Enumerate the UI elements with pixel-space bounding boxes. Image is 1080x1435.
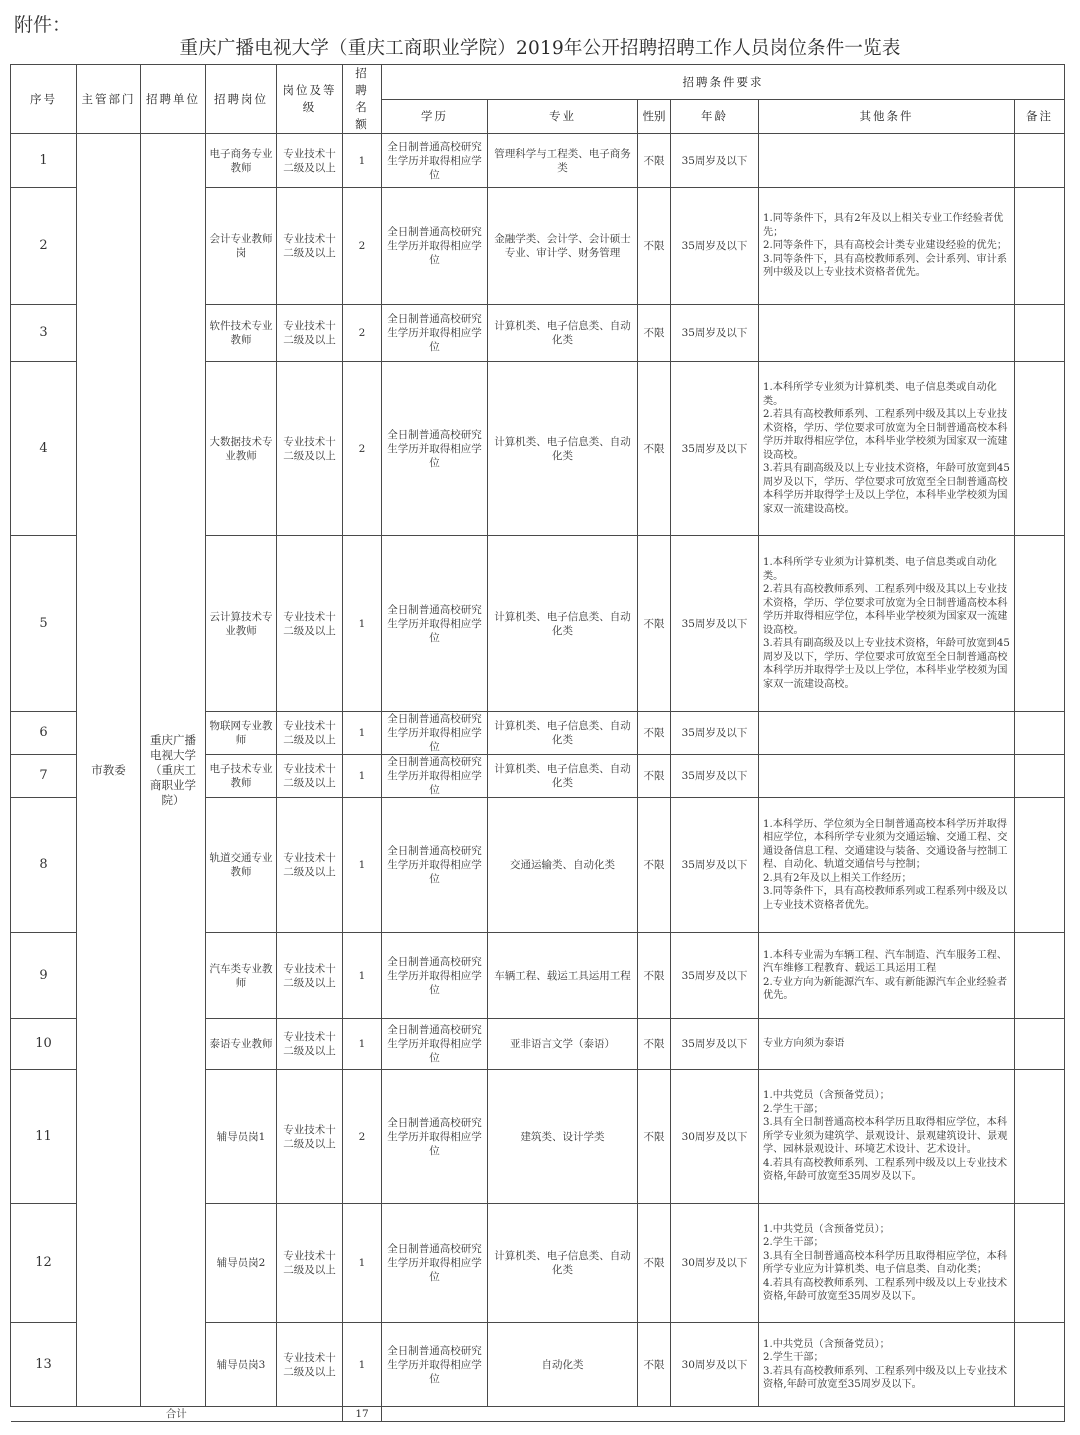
major-cell: 计算机类、电子信息类、自动化类 [488, 536, 638, 712]
other-conditions-cell [759, 305, 1015, 362]
seq-cell: 6 [11, 712, 77, 755]
seq-cell: 10 [11, 1019, 77, 1070]
condition-item: 2.学生干部； [763, 1103, 824, 1115]
education-cell: 全日制普通高校研究生学历并取得相应学位 [382, 1070, 488, 1204]
header-age: 年龄 [671, 100, 759, 134]
condition-item: 3.同等条件下，具有高校教师系列、会计系列、审计系列中级及以上专业技术资格者优先。 [763, 253, 1008, 279]
seq-cell: 3 [11, 305, 77, 362]
age-cell: 35周岁及以下 [671, 134, 759, 188]
grade-cell: 专业技术十二级及以上 [277, 134, 343, 188]
quota-cell: 1 [343, 1323, 382, 1407]
header-quota: 招聘名额 [343, 65, 382, 134]
condition-item: 专业方向须为泰语 [763, 1038, 845, 1050]
education-cell: 全日制普通高校研究生学历并取得相应学位 [382, 536, 488, 712]
remark-cell [1015, 1204, 1065, 1323]
age-cell: 35周岁及以下 [671, 362, 759, 536]
position-cell: 软件技术专业教师 [206, 305, 277, 362]
gender-cell: 不限 [638, 1070, 671, 1204]
seq-cell: 7 [11, 755, 77, 798]
major-cell: 计算机类、电子信息类、自动化类 [488, 362, 638, 536]
position-cell: 辅导员岗3 [206, 1323, 277, 1407]
education-cell: 全日制普通高校研究生学历并取得相应学位 [382, 134, 488, 188]
remark-cell [1015, 755, 1065, 798]
grade-cell: 专业技术十二级及以上 [277, 362, 343, 536]
major-cell: 管理科学与工程类、电子商务类 [488, 134, 638, 188]
condition-item: 1.同等条件下，具有2年及以上相关专业工作经验者优先； [763, 213, 1004, 238]
position-cell: 泰语专业教师 [206, 1019, 277, 1070]
condition-item: 3.若具有副高级及以上专业技术资格，年龄可放宽到45周岁及以下，学历、学位要求可放宽至全日制普通高校本科学历并取得学士及以上学位，本科毕业学校须为国家双一流建设高校。 [763, 463, 1010, 515]
gender-cell: 不限 [638, 1204, 671, 1323]
header-unit: 招聘单位 [141, 65, 206, 134]
condition-item: 1.本科专业需为车辆工程、汽车制造、汽车服务工程、汽车维修工程教育、载运工具运用工程 [763, 949, 1008, 974]
position-cell: 云计算技术专业教师 [206, 536, 277, 712]
major-cell: 交通运输类、自动化类 [488, 798, 638, 933]
grade-cell: 专业技术十二级及以上 [277, 1019, 343, 1070]
condition-item: 2.学生干部； [763, 1352, 824, 1363]
major-cell: 计算机类、电子信息类、自动化类 [488, 1204, 638, 1323]
major-cell: 计算机类、电子信息类、自动化类 [488, 712, 638, 755]
condition-item: 1.本科所学专业须为计算机类、电子信息类或自动化类。 [763, 557, 997, 582]
major-cell: 计算机类、电子信息类、自动化类 [488, 755, 638, 798]
seq-cell: 8 [11, 798, 77, 933]
remark-cell [1015, 1019, 1065, 1070]
total-row [11, 1407, 1065, 1422]
condition-item: 1.本科学历、学位须为全日制普通高校本科学历并取得相应学位，本科所学专业须为交通运输、交通工程、交通设备信息工程、交通建设与装备、交通设备与控制工程、自动化、轨道交通信号与控制； [763, 818, 1008, 871]
remark-cell [1015, 798, 1065, 933]
education-cell: 全日制普通高校研究生学历并取得相应学位 [382, 933, 488, 1019]
quota-cell: 1 [343, 933, 382, 1019]
header-major: 专业 [488, 100, 638, 134]
age-cell: 35周岁及以下 [671, 755, 759, 798]
quota-cell: 2 [343, 188, 382, 305]
total-quota: 17 [343, 1407, 382, 1422]
education-cell: 全日制普通高校研究生学历并取得相应学位 [382, 1204, 488, 1323]
header-seq: 序号 [11, 65, 77, 134]
age-cell: 35周岁及以下 [671, 933, 759, 1019]
gender-cell: 不限 [638, 305, 671, 362]
seq-cell: 5 [11, 536, 77, 712]
seq-cell: 4 [11, 362, 77, 536]
grade-cell: 专业技术十二级及以上 [277, 1323, 343, 1407]
position-cell: 汽车类专业教师 [206, 933, 277, 1019]
quota-cell: 1 [343, 536, 382, 712]
remark-cell [1015, 188, 1065, 305]
condition-item: 3.具有全日制普通高校本科学历且取得相应学位，本科所学专业须为建筑学、景观设计、景观建筑设计、景观学、园林景观设计、环境艺术设计、艺术设计。 [763, 1117, 1008, 1156]
dept-cell: 市教委 [77, 134, 141, 1407]
other-conditions-cell [759, 188, 1015, 305]
quota-cell: 1 [343, 1019, 382, 1070]
age-cell: 35周岁及以下 [671, 536, 759, 712]
grade-cell: 专业技术十二级及以上 [277, 536, 343, 712]
other-conditions-cell [759, 362, 1015, 536]
gender-cell: 不限 [638, 798, 671, 933]
remark-cell [1015, 134, 1065, 188]
quota-cell: 1 [343, 712, 382, 755]
condition-item: 3.具有全日制普通高校本科学历且取得相应学位，本科所学专业应为计算机类、电子信息类、自动化类； [763, 1250, 1008, 1275]
age-cell: 35周岁及以下 [671, 305, 759, 362]
condition-item: 2.同等条件下，具有高校会计类专业建设经验的优先； [763, 240, 1008, 252]
age-cell: 35周岁及以下 [671, 1019, 759, 1070]
education-cell: 全日制普通高校研究生学历并取得相应学位 [382, 798, 488, 933]
position-cell: 会计专业教师岗 [206, 188, 277, 305]
education-cell: 全日制普通高校研究生学历并取得相应学位 [382, 1323, 488, 1407]
seq-cell: 13 [11, 1323, 77, 1407]
gender-cell: 不限 [638, 933, 671, 1019]
gender-cell: 不限 [638, 712, 671, 755]
condition-item: 2.专业方向为新能源汽车、或有新能源汽车企业经验者优先。 [763, 976, 1008, 1001]
header-education: 学历 [382, 100, 488, 134]
position-cell: 物联网专业教师 [206, 712, 277, 755]
remark-cell [1015, 1070, 1065, 1204]
grade-cell: 专业技术十二级及以上 [277, 1070, 343, 1204]
education-cell: 全日制普通高校研究生学历并取得相应学位 [382, 712, 488, 755]
condition-item: 1.本科所学专业须为计算机类、电子信息类或自动化类。 [763, 382, 997, 407]
education-cell: 全日制普通高校研究生学历并取得相应学位 [382, 305, 488, 362]
major-cell: 计算机类、电子信息类、自动化类 [488, 305, 638, 362]
condition-item: 1.中共党员（含预备党员）； [763, 1223, 890, 1235]
major-cell: 自动化类 [488, 1323, 638, 1407]
other-conditions-cell [759, 1204, 1015, 1323]
condition-item: 3.同等条件下，具有高校教师系列或工程系列中级及以上专业技术资格者优先。 [763, 886, 1008, 911]
condition-item: 2.若具有高校教师系列、工程系列中级及其以上专业技术资格，学历、学位要求可放宽为全日制普通高校本科学历并取得相应学位，本科毕业学校须为国家双一流建设高校。 [763, 584, 1008, 636]
remark-cell [1015, 712, 1065, 755]
education-cell: 全日制普通高校研究生学历并取得相应学位 [382, 755, 488, 798]
other-conditions-cell [759, 933, 1015, 1019]
condition-item: 4.若具有高校教师系列、工程系列中级及以上专业技术资格,年龄可放宽至35周岁及以下。 [763, 1157, 1008, 1183]
condition-item: 1.中共党员（含预备党员）； [763, 1338, 890, 1350]
gender-cell: 不限 [638, 1019, 671, 1070]
major-cell: 亚非语言文学（泰语） [488, 1019, 638, 1070]
remark-cell [1015, 1323, 1065, 1407]
position-cell: 辅导员岗2 [206, 1204, 277, 1323]
header-position: 招聘岗位 [206, 65, 277, 134]
condition-item: 2.若具有高校教师系列、工程系列中级及其以上专业技术资格，学历、学位要求可放宽为全日制普通高校本科学历并取得相应学位，本科毕业学校须为国家双一流建设高校。 [763, 409, 1008, 461]
grade-cell: 专业技术十二级及以上 [277, 712, 343, 755]
header-row-1 [11, 65, 1065, 100]
condition-item: 4.若具有高校教师系列、工程系列中级及以上专业技术资格,年龄可放宽至35周岁及以下。 [763, 1277, 1008, 1302]
major-cell: 车辆工程、载运工具运用工程 [488, 933, 638, 1019]
quota-cell: 2 [343, 1070, 382, 1204]
grade-cell: 专业技术十二级及以上 [277, 1204, 343, 1323]
seq-cell: 2 [11, 188, 77, 305]
grade-cell: 专业技术十二级及以上 [277, 933, 343, 1019]
remark-cell [1015, 933, 1065, 1019]
age-cell: 35周岁及以下 [671, 798, 759, 933]
condition-item: 2.学生干部； [763, 1237, 824, 1248]
condition-item: 2.具有2年及以上相关工作经历； [763, 872, 912, 884]
remark-cell [1015, 536, 1065, 712]
age-cell: 30周岁及以下 [671, 1323, 759, 1407]
seq-cell: 1 [11, 134, 77, 188]
quota-cell: 1 [343, 798, 382, 933]
header-dept: 主管部门 [77, 65, 141, 134]
major-cell: 金融学类、会计学、会计硕士专业、审计学、财务管理 [488, 188, 638, 305]
gender-cell: 不限 [638, 188, 671, 305]
age-cell: 35周岁及以下 [671, 188, 759, 305]
grade-cell: 专业技术十二级及以上 [277, 305, 343, 362]
education-cell: 全日制普通高校研究生学历并取得相应学位 [382, 1019, 488, 1070]
other-conditions-cell [759, 712, 1015, 755]
education-cell: 全日制普通高校研究生学历并取得相应学位 [382, 188, 488, 305]
quota-cell: 1 [343, 134, 382, 188]
remark-cell [1015, 305, 1065, 362]
recruitment-table [10, 64, 1065, 1422]
seq-cell: 9 [11, 933, 77, 1019]
other-conditions-cell [759, 536, 1015, 712]
header-other: 其他条件 [759, 100, 1015, 134]
header-requirements-group: 招聘条件要求 [382, 65, 1065, 100]
position-cell: 辅导员岗1 [206, 1070, 277, 1204]
quota-cell: 1 [343, 755, 382, 798]
other-conditions-cell [759, 755, 1015, 798]
other-conditions-cell [759, 134, 1015, 188]
quota-cell: 2 [343, 305, 382, 362]
grade-cell: 专业技术十二级及以上 [277, 188, 343, 305]
table-row [11, 134, 1065, 188]
major-cell: 建筑类、设计学类 [488, 1070, 638, 1204]
position-cell: 电子技术专业教师 [206, 755, 277, 798]
header-grade: 岗位及等级 [277, 65, 343, 134]
unit-cell: 重庆广播电视大学（重庆工商职业学院） [141, 134, 206, 1407]
condition-item: 1.中共党员（含预备党员）； [763, 1090, 890, 1102]
condition-item: 3.若具有高校教师系列、工程系列中级及以上专业技术资格,年龄可放宽至35周岁及以下。 [763, 1365, 1008, 1390]
total-empty [382, 1407, 1065, 1422]
seq-cell: 12 [11, 1204, 77, 1323]
remark-cell [1015, 362, 1065, 536]
other-conditions-cell [759, 798, 1015, 933]
condition-item: 3.若具有副高级及以上专业技术资格，年龄可放宽到45周岁及以下，学历、学位要求可放宽至全日制普通高校本科学历并取得学士及以上学位，本科毕业学校须为国家双一流建设高校。 [763, 638, 1010, 690]
age-cell: 30周岁及以下 [671, 1070, 759, 1204]
position-cell: 电子商务专业教师 [206, 134, 277, 188]
gender-cell: 不限 [638, 362, 671, 536]
other-conditions-cell [759, 1323, 1015, 1407]
position-cell: 大数据技术专业教师 [206, 362, 277, 536]
quota-cell: 2 [343, 362, 382, 536]
grade-cell: 专业技术十二级及以上 [277, 755, 343, 798]
position-cell: 轨道交通专业教师 [206, 798, 277, 933]
grade-cell: 专业技术十二级及以上 [277, 798, 343, 933]
age-cell: 35周岁及以下 [671, 712, 759, 755]
seq-cell: 11 [11, 1070, 77, 1204]
total-label: 合计 [11, 1407, 343, 1422]
document-title: 重庆广播电视大学（重庆工商职业学院）2019年公开招聘招聘工作人员岗位条件一览表 [179, 38, 901, 59]
education-cell: 全日制普通高校研究生学历并取得相应学位 [382, 362, 488, 536]
other-conditions-cell [759, 1019, 1015, 1070]
gender-cell: 不限 [638, 755, 671, 798]
gender-cell: 不限 [638, 536, 671, 712]
header-remark: 备注 [1015, 100, 1065, 134]
gender-cell: 不限 [638, 134, 671, 188]
age-cell: 30周岁及以下 [671, 1204, 759, 1323]
attachment-label: 附件： [14, 14, 72, 36]
header-gender: 性别 [638, 100, 671, 134]
gender-cell: 不限 [638, 1323, 671, 1407]
other-conditions-cell [759, 1070, 1015, 1204]
quota-cell: 1 [343, 1204, 382, 1323]
